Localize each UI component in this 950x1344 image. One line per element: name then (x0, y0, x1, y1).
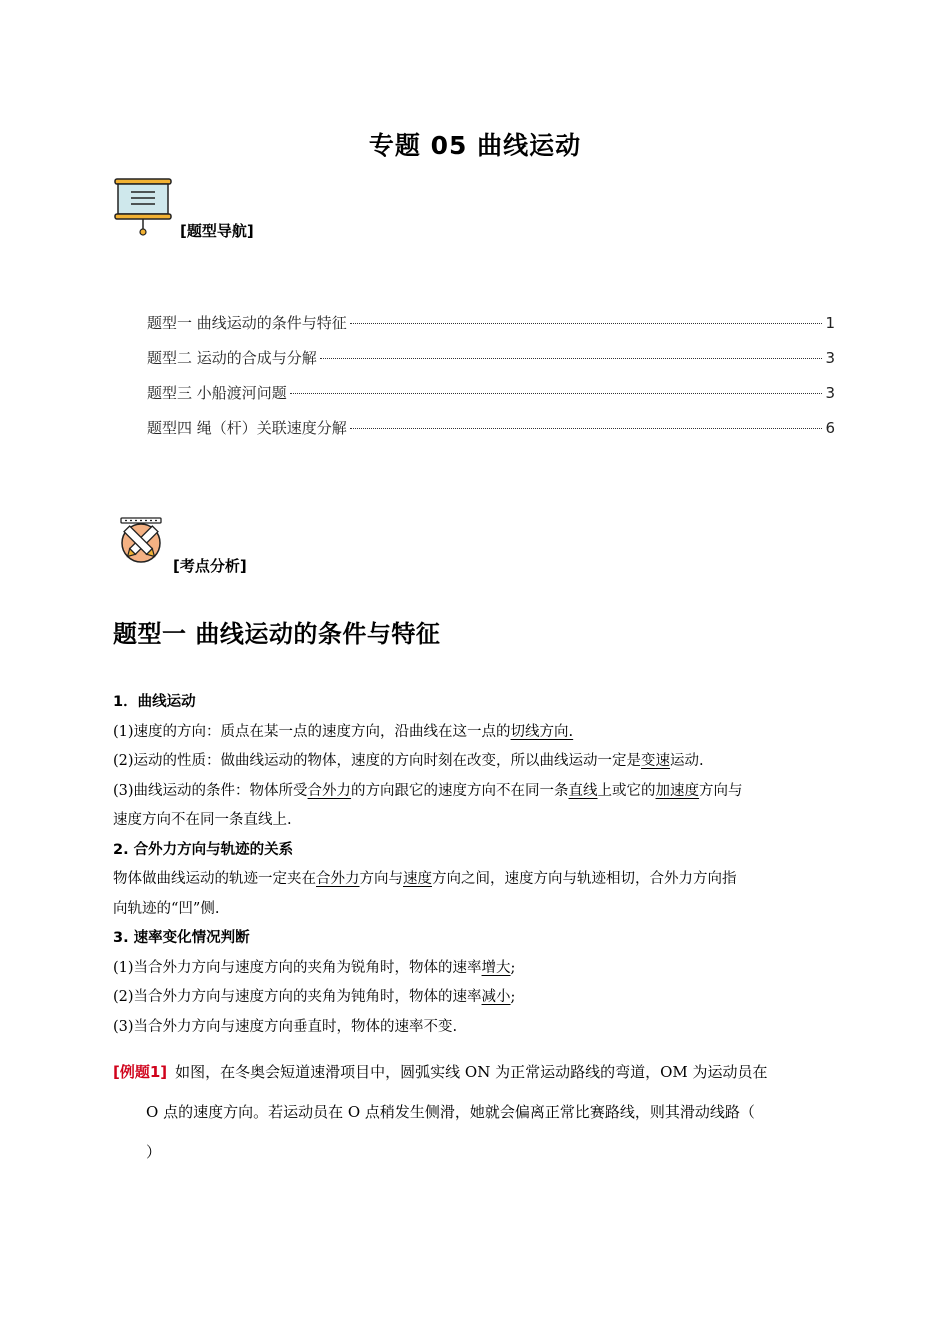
underlined-term: 速度 (403, 871, 432, 887)
text: 方向之间，速度方向与轨迹相切，合外力方向指 (432, 871, 737, 887)
toc-item-label: 题型三 小船渡河问题 (147, 384, 287, 402)
underlined-term: 增大 (481, 959, 511, 976)
underlined-term: 变速 (641, 753, 671, 769)
paragraph-motion-condition-cont: 速度方向不在同一条直线上. (113, 812, 292, 828)
text: ; (510, 959, 516, 976)
paragraph-force-trajectory (113, 865, 837, 895)
toc-leader-dots (320, 358, 823, 359)
toc-leader-dots (350, 428, 823, 429)
text: (2)运动的性质：做曲线运动的物体，速度的方向时刻在改变，所以曲线运动一定是 (113, 753, 642, 769)
text: (3)曲线运动的条件：物体所受 (113, 782, 308, 799)
example-line-2: O 点的速度方向。若运动员在 O 点稍发生侧滑，她就会偏离正常比赛路线，则其滑动线路（ (146, 1103, 755, 1121)
underlined-term: 直线 (568, 782, 598, 799)
underlined-term: 加速度 (655, 782, 700, 799)
subheading-force-trajectory: 2. 合外力方向与轨迹的关系 (113, 841, 294, 858)
table-of-contents (147, 312, 835, 452)
underlined-term: 合外力 (316, 871, 360, 887)
toc-item-label: 题型四 绳（杆）关联速度分解 (147, 419, 347, 437)
text: 方向与 (359, 871, 403, 887)
toc-leader-dots (290, 393, 823, 394)
toc-item-label: 题型一 曲线运动的条件与特征 (147, 314, 347, 332)
page-title: 专题 05 曲线运动 (368, 131, 582, 160)
underlined-term: 切线方向. (510, 723, 574, 740)
projection-board-icon (113, 176, 175, 238)
paragraph-speed-obtuse (113, 983, 837, 1013)
toc-item[interactable] (147, 417, 835, 452)
underlined-term: 减小 (481, 989, 511, 1005)
paragraph-speed-perpendicular: (3)当合外力方向与速度方向垂直时，物体的速率不变. (113, 1018, 458, 1035)
toc-item[interactable] (147, 312, 835, 347)
toc-item-page: 6 (825, 419, 835, 437)
example-question (113, 1052, 837, 1172)
toc-item-page: 3 (825, 349, 835, 367)
paragraph-motion-condition (113, 777, 837, 807)
toc-item[interactable] (147, 382, 835, 417)
example-tag: [例题1] (113, 1063, 168, 1081)
example-line-1 (113, 1052, 837, 1092)
text: (1)速度的方向：质点在某一点的速度方向，沿曲线在这一点的 (113, 723, 511, 740)
text: 上或它的 (597, 782, 656, 799)
paragraph-velocity-direction (113, 718, 837, 748)
paragraph-speed-acute (113, 954, 837, 984)
underlined-term: 合外力 (307, 782, 352, 799)
toc-item-label: 题型二 运动的合成与分解 (147, 349, 317, 367)
text: 运动. (670, 753, 704, 769)
text: 方向与 (699, 782, 743, 799)
analysis-label: [考点分析] (173, 557, 247, 575)
crossed-pencils-icon (115, 515, 167, 567)
nav-label: [题型导航] (180, 222, 254, 240)
section-body (113, 688, 837, 1042)
toc-item-page: 3 (825, 384, 835, 402)
toc-leader-dots (350, 323, 823, 324)
subheading-curve-motion: 1．曲线运动 (113, 694, 196, 710)
text: 如图，在冬奥会短道速滑项目中，圆弧实线 ON 为正常运动路线的弯道，OM 为运动员在 (175, 1063, 768, 1081)
paragraph-force-trajectory-cont: 向轨迹的“凹”侧. (113, 900, 220, 917)
example-line-3: ） (146, 1143, 162, 1161)
section-heading: 题型一 曲线运动的条件与特征 (113, 620, 441, 648)
text: 物体做曲线运动的轨迹一定夹在 (113, 871, 316, 887)
paragraph-motion-nature (113, 747, 837, 777)
toc-item[interactable] (147, 347, 835, 382)
text: 的方向跟它的速度方向不在同一条 (351, 782, 569, 799)
text: (1)当合外力方向与速度方向的夹角为锐角时，物体的速率 (113, 959, 482, 976)
text: ; (510, 989, 516, 1005)
subheading-speed-change: 3. 速率变化情况判断 (113, 930, 250, 946)
toc-item-page: 1 (825, 314, 835, 332)
text: (2)当合外力方向与速度方向的夹角为钝角时，物体的速率 (113, 989, 482, 1005)
